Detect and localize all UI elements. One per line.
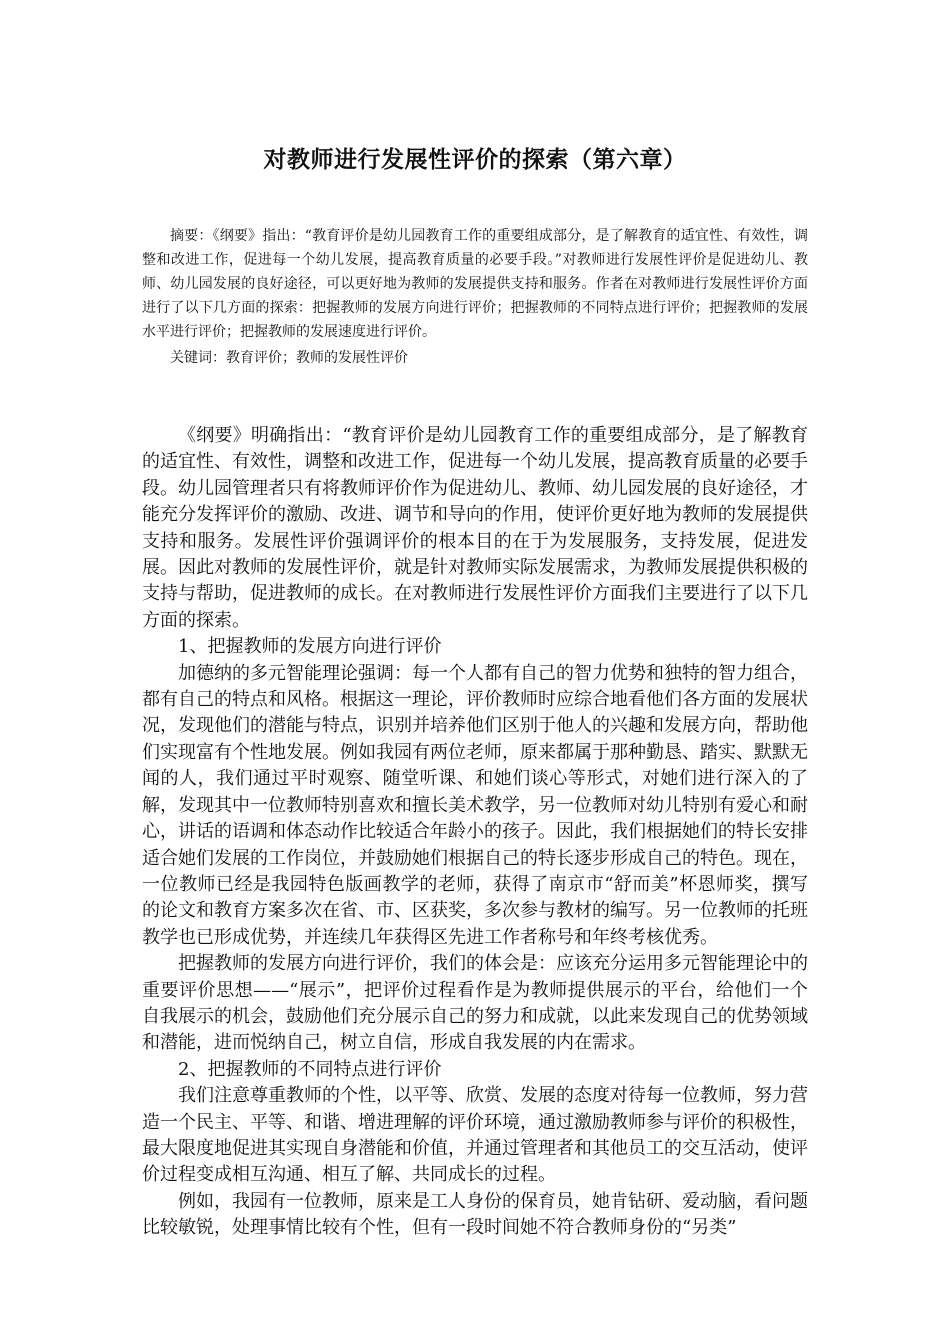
section-1-paragraph: 加德纳的多元智能理论强调：每一个人都有自己的智力优势和独特的智力组合，都有自己的特点和风格。根据这一理论，评价教师时应综合地看他们各方面的发展状况，发现他们的潜能与特点，识别并培养他们区别于他人的兴趣和发展方向，帮助他们实现富有个性地发展。例如我园有两位老师，原来都属于那种勤恳、踏实、默默无闻的人，我们通过平时观察、随堂听课、和她们谈心等形式，对她们进行深入的了解，发现其中一位教师特别喜欢和擅长美术教学，另一位教师对幼儿特别有爱心和耐心，讲话的语调和体态动作比较适合年龄小的孩子。因此，我们根据她们的特长安排适合她们发展的工作岗位，并鼓励她们根据自己的特长逐步形成自己的特色。现在，一位教师已经是我园特色版画教学的老师，获得了南京市“舒而美”杯恩师奖，撰写的论文和教育方案多次在省、市、区获奖，多次参与教材的编写。另一位教师的托班教学也已形成优势，并连续几年获得区先进工作者称号和年终考核优秀。 — [142, 662, 808, 948]
example-paragraph: 例如，我园有一位教师，原来是工人身份的保育员，她肯钻研、爱动脑，看问题比较敏锐，处理事情比较有个性，但有一段时间她不符合教师身份的“另类” — [142, 1190, 808, 1239]
abstract-section — [142, 224, 808, 370]
abstract-text: 摘要：《纲要》指出：“教育评价是幼儿园教育工作的重要组成部分，是了解教育的适宜性、有效性，调整和改进工作，促进每一个幼儿发展，提高教育质量的必要手段。”对教师进行发展性评价是促进幼儿、教师、幼儿园发展的良好途径，可以更好地为教师的发展提供支持和服务。作者在对教师进行发展性评价方面进行了以下几方面的探索：把握教师的发展方向进行评价；把握教师的不同特点进行评价；把握教师的发展水平进行评价；把握教师的发展速度进行评价。 — [142, 228, 808, 340]
body-text — [142, 423, 808, 1242]
section-1-summary-paragraph: 把握教师的发展方向进行评价，我们的体会是：应该充分运用多元智能理论中的重要评价思想——“展示”，把评价过程看作是为教师提供展示的平台，给他们一个自我展示的机会，鼓励他们充分展示自己的努力和成就，以此来发现自己的优势领域和潜能，进而悦纳自己，树立自信，形成自我发展的内在需求。 — [142, 953, 808, 1054]
section-2-paragraph: 我们注意尊重教师的个性，以平等、欣赏、发展的态度对待每一位教师，努力营造一个民主、平等、和谐、增进理解的评价环境，通过激励教师参与评价的积极性，最大限度地促进其实现自身潜能和价值，并通过管理者和其他员工的交互活动，使评价过程变成相互沟通、相互了解、共同成长的过程。 — [142, 1085, 808, 1186]
intro-paragraph: 《纲要》明确指出：“教育评价是幼儿园教育工作的重要组成部分，是了解教育的适宜性、有效性，调整和改进工作，促进每一个幼儿发展，提高教育质量的必要手段。幼儿园管理者只有将教师评价作为促进幼儿、教师、幼儿园发展的良好途径，才能充分发挥评价的激励、改进、调节和导向的作用，使评价更好地为教师的发展提供支持和服务。发展性评价强调评价的根本目的在于为发展服务，支持发展，促进发展。因此对教师的发展性评价，就是针对教师实际发展需求，为教师发展提供积极的支持与帮助，促进教师的成长。在对教师进行发展性评价方面我们主要进行了以下几方面的探索。 — [142, 425, 808, 631]
keywords-line: 关键词：教育评价；教师的发展性评价 — [170, 350, 408, 366]
document-title: 对教师进行发展性评价的探索（第六章） — [263, 146, 687, 173]
section-heading-1: 1、把握教师的发展方向进行评价 — [178, 636, 442, 658]
section-heading-2: 2、把握教师的不同特点进行评价 — [178, 1058, 442, 1080]
